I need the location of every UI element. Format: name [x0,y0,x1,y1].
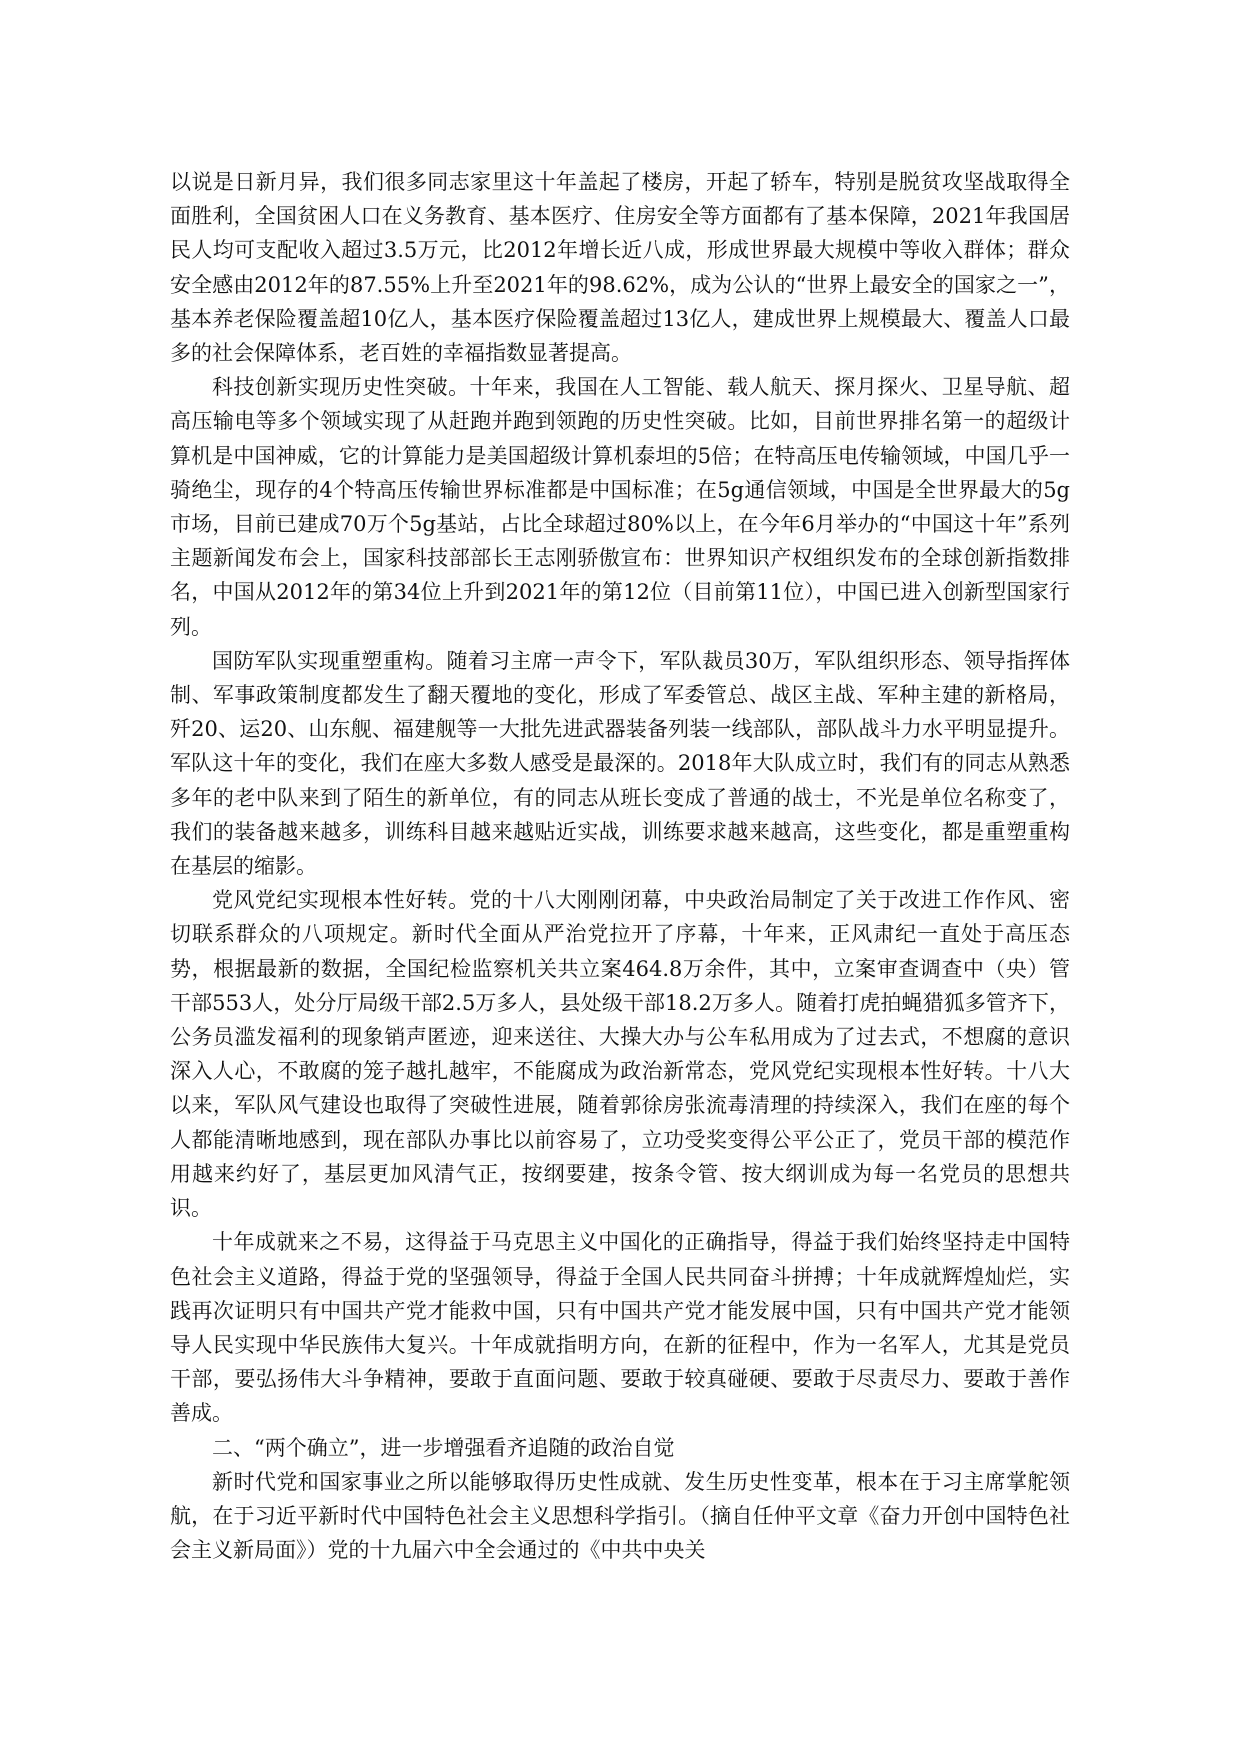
paragraph-ten-years-summary: 十年成就来之不易，这得益于马克思主义中国化的正确指导，得益于我们始终坚持走中国特色社会主义道路，得益于党的坚强领导，得益于全国人民共同奋斗拼搏；十年成就辉煌灿烂，实践再次证明只有中国共产党才能救中国，只有中国共产党才能发展中国，只有中国共产党才能领导人民实现中华民族伟大复兴。十年成就指明方向，在新的征程中，作为一名军人，尤其是党员干部，要弘扬伟大斗争精神，要敢于直面问题、要敢于较真碰硬、要敢于尽责尽力、要敢于善作善成。 [170,1230,1070,1426]
paragraph-military-reform: 国防军队实现重塑重构。随着习主席一声令下，军队裁员30万，军队组织形态、领导指挥体制、军事政策制度都发生了翻天覆地的变化，形成了军委管总、战区主战、军种主建的新格局，歼20、运20、山东舰、福建舰等一大批先进武器装备列装一线部队，部队战斗力水平明显提升。军队这十年的变化，我们在座大多数人感受是最深的。2018年大队成立时，我们有的同志从熟悉多年的老中队来到了陌生的新单位，有的同志从班长变成了普通的战士，不光是单位名称变了，我们的装备越来越多，训练科目越来越贴近实战，训练要求越来越高，这些变化，都是重塑重构在基层的缩影。 [170,648,1070,879]
document-page [170,165,1070,1567]
paragraph-party-discipline: 党风党纪实现根本性好转。党的十八大刚刚闭幕，中央政治局制定了关于改进工作作风、密切联系群众的八项规定。新时代全面从严治党拉开了序幕，十年来，正风肃纪一直处于高压态势，根据最新的数据，全国纪检监察机关共立案464.8万余件，其中，立案审查调查中（央）管干部553人，处分厅局级干部2.5万多人，县处级干部18.2万多人。随着打虎拍蝇猎狐多管齐下，公务员滥发福利的现象销声匿迹，迎来送往、大操大办与公车私用成为了过去式，不想腐的意识深入人心，不敢腐的笼子越扎越牢，不能腐成为政治新常态，党风党纪实现根本性好转。十八大以来，军队风气建设也取得了突破性进展，随着郭徐房张流毒清理的持续深入，我们在座的每个人都能清晰地感到，现在部队办事比以前容易了，立功受奖变得公平公正了，党员干部的模范作用越来约好了，基层更加风清气正，按纲要建，按条令管、按大纲训成为每一名党员的思想共识。 [170,888,1070,1221]
paragraph-people-livelihood: 以说是日新月异，我们很多同志家里这十年盖起了楼房，开起了轿车，特别是脱贫攻坚战取得全面胜利，全国贫困人口在义务教育、基本医疗、住房安全等方面都有了基本保障，2021年我国居民人均可支配收入超过3.5万元，比2012年增长近八成，形成世界最大规模中等收入群体；群众安全感由2012年的87.55%上升至2021年的98.62%，成为公认的“世界上最安全的国家之一”，基本养老保险覆盖超10亿人，基本医疗保险覆盖超过13亿人，建成世界上规模最大、覆盖人口最多的社会保障体系，老百姓的幸福指数显著提高。 [170,170,1070,366]
section-heading: 二、“两个确立”，进一步增强看齐追随的政治自觉 [212,1435,675,1460]
paragraph-tech-innovation: 科技创新实现历史性突破。十年来，我国在人工智能、载人航天、探月探火、卫星导航、超高压输电等多个领域实现了从赶跑并跑到领跑的历史性突破。比如，目前世界排名第一的超级计算机是中国神威，它的计算能力是美国超级计算机泰坦的5倍；在特高压电传输领域，中国几乎一骑绝尘，现存的4个特高压传输世界标准都是中国标准；在5g通信领域，中国是全世界最大的5g市场，目前已建成70万个5g基站，占比全球超过80%以上，在今年6月举办的“中国这十年”系列主题新闻发布会上，国家科技部部长王志刚骄傲宣布：世界知识产权组织发布的全球创新指数排名，中国从2012年的第34位上升到2021年的第12位（目前第11位），中国已进入创新型国家行列。 [170,375,1070,639]
paragraph-new-era: 新时代党和国家事业之所以能够取得历史性成就、发生历史性变革，根本在于习主席掌舵领航，在于习近平新时代中国特色社会主义思想科学指引。（摘自任仲平文章《奋力开创中国特色社会主义新局面》）党的十九届六中全会通过的《中共中央关 [170,1469,1070,1563]
